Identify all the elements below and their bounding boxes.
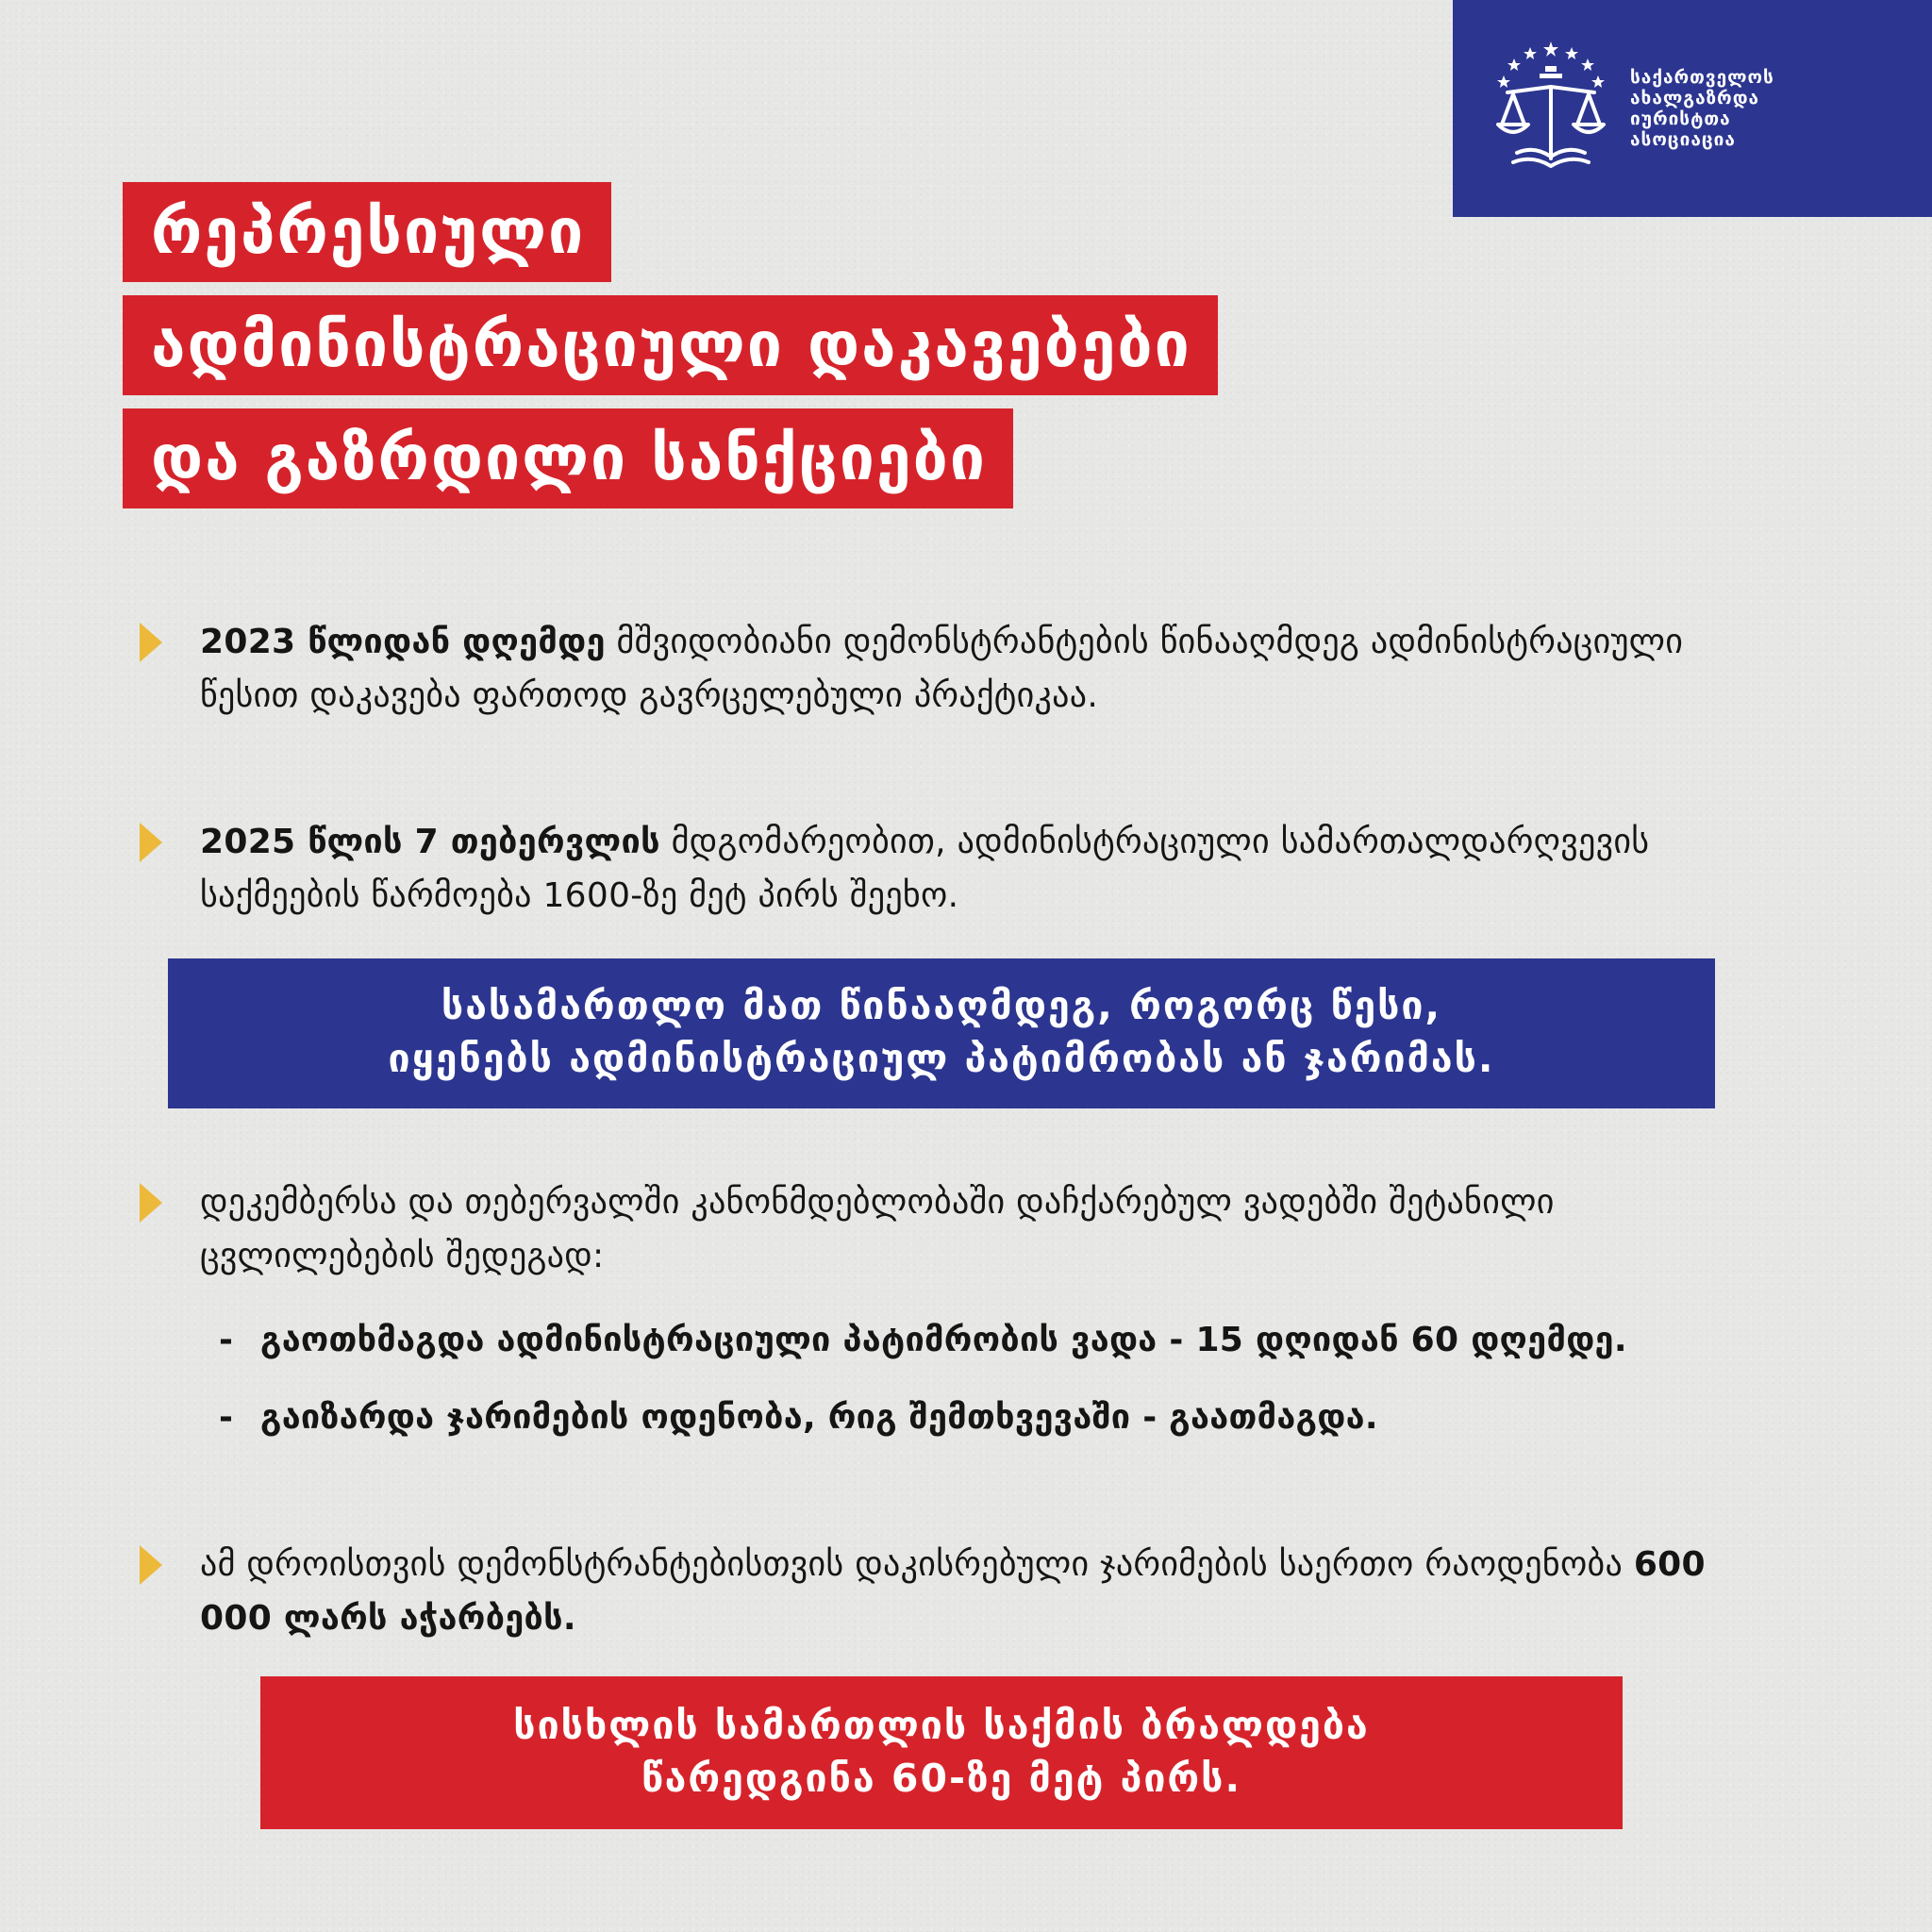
- organization-logo: [1453, 0, 1932, 217]
- highlight-line: წარედგინა 60-ზე მეტ პირს.: [641, 1756, 1242, 1801]
- bullet-text: [200, 815, 1743, 923]
- title-line: და გაზრდილი სანქციები: [123, 408, 1013, 508]
- organization-name: [1630, 67, 1774, 150]
- bullet-item: [140, 1175, 1743, 1283]
- organization-name-line: საქართველოს: [1630, 67, 1774, 88]
- triangle-bullet-icon: [140, 1545, 162, 1585]
- triangle-bullet-icon: [140, 623, 162, 662]
- highlight-line: სისხლის სამართლის საქმის ბრალდება: [513, 1703, 1370, 1748]
- highlight-line: იყენებს ადმინისტრაციულ პატიმრობას ან ჯარიმას.: [388, 1036, 1495, 1081]
- bullet-body-text: ამ დროისთვის დემონსტრანტებისთვის დაკისრებული ჯარიმების საერთო რაოდენობა: [200, 1545, 1634, 1584]
- bullet-body-text: დეკემბერსა და თებერვალში კანონმდებლობაში დაჩქარებულ ვადებში შეტანილი ცვლილებების შედეგად:: [200, 1183, 1555, 1275]
- dash-marker: -: [219, 1321, 234, 1359]
- title-line: რეპრესიული: [123, 182, 611, 282]
- organization-name-line: იურისტთა: [1630, 108, 1731, 129]
- list-item: [219, 1315, 1747, 1366]
- bullet-body-text: მშვიდობიანი დემონსტრანტების წინააღმდეგ ადმინისტრაციული წესით დაკავება ფართოდ გავრცელებული პრაქტიკაა.: [200, 623, 1684, 715]
- list-item-text: გაოთხმაგდა ადმინისტრაციული პატიმრობის ვადა - 15 დღიდან 60 დღემდე.: [260, 1321, 1627, 1359]
- bullet-bold-text: 600 000 ლარს აჭარბებს.: [200, 1545, 1706, 1638]
- bullet-bold-text: 2023 წლიდან დღემდე: [200, 623, 606, 661]
- bullet-bold-text: 2025 წლის 7 თებერვლის: [200, 823, 660, 861]
- bullet-item: [140, 815, 1743, 923]
- title-line: ადმინისტრაციული დაკავებები: [123, 295, 1218, 395]
- highlight-line: სასამართლო მათ წინააღმდეგ, როგორც წესი,: [441, 983, 1442, 1028]
- list-item-text: გაიზარდა ჯარიმების ოდენობა, რიგ შემთხვევაში - გაათმაგდა.: [260, 1398, 1378, 1437]
- amendments-list: [219, 1315, 1747, 1443]
- bullet-text: [200, 1175, 1743, 1283]
- triangle-bullet-icon: [140, 1183, 162, 1223]
- scales-of-justice-icon: [1489, 38, 1613, 179]
- page-title: [123, 182, 1218, 522]
- criminal-charges-highlight: [260, 1676, 1623, 1829]
- organization-name-line: ასოციაცია: [1630, 129, 1736, 150]
- bullet-text: [200, 1538, 1743, 1645]
- bullet-text: [200, 615, 1743, 723]
- organization-name-line: ახალგაზრდა: [1630, 88, 1760, 108]
- bullet-item: [140, 615, 1743, 723]
- bullet-body-text: მდგომარეობით, ადმინისტრაციული სამართალდარღვევის საქმეების წარმოება 1600-ზე მეტ პირს შეეხო.: [200, 823, 1650, 915]
- dash-marker: -: [219, 1398, 234, 1437]
- bullet-item: [140, 1538, 1743, 1645]
- triangle-bullet-icon: [140, 823, 162, 862]
- list-item: [219, 1392, 1747, 1443]
- court-practice-highlight: [168, 958, 1715, 1108]
